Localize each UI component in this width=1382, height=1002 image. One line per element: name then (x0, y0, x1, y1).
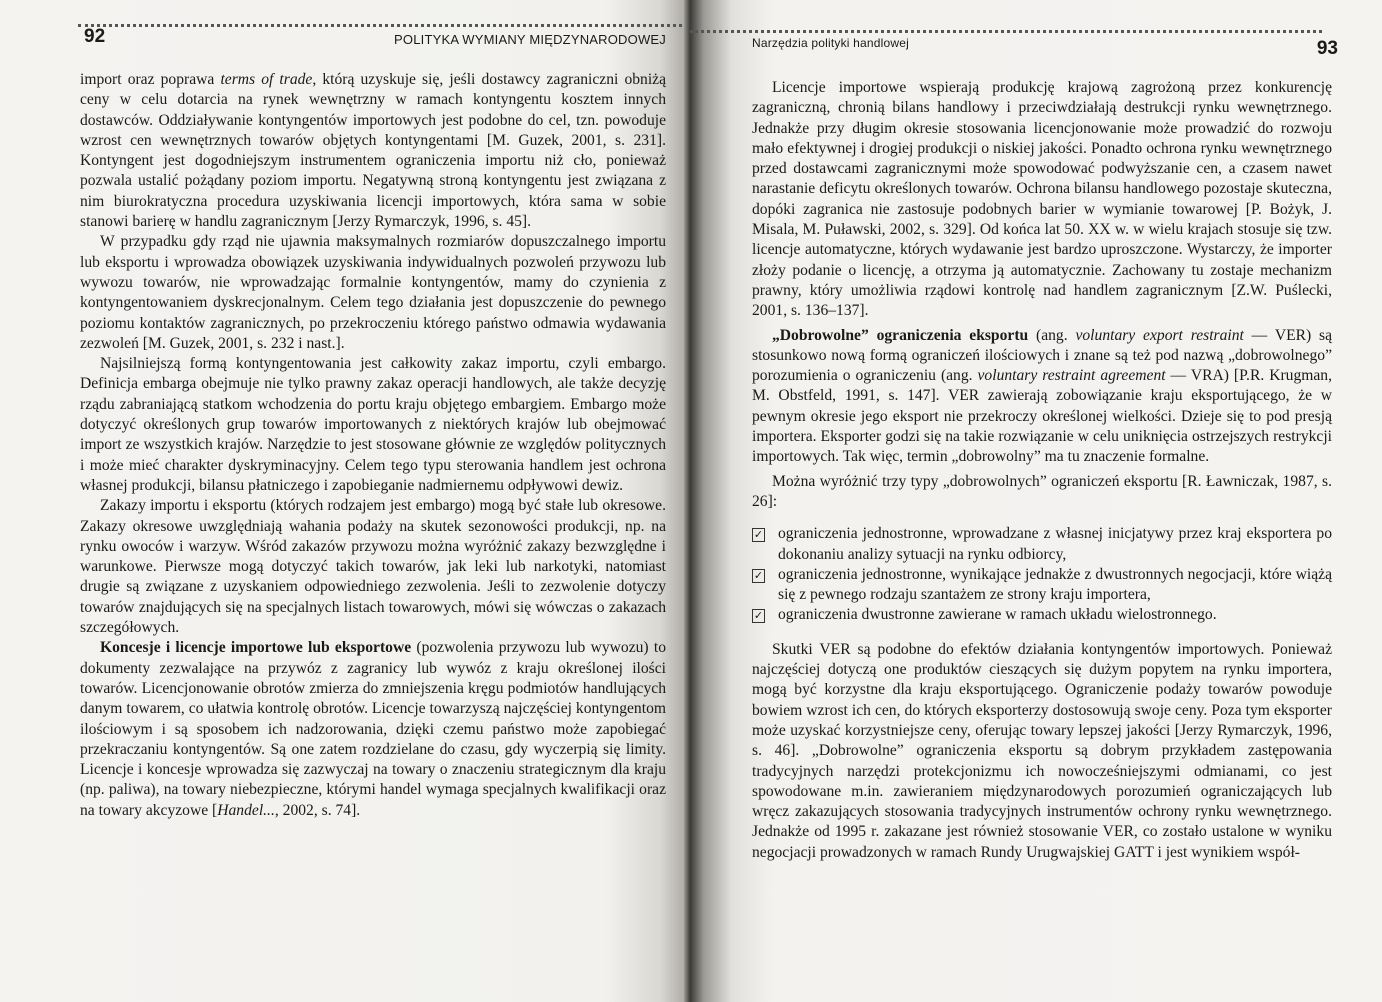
list-item-text: ograniczenia jednostronne, wprowadzane z własnej inicjatywy przez kraj eksportera po dokonaniu analizy sytuacji na rynku odbiorcy, (778, 525, 1332, 563)
header-dotted-rule (78, 24, 688, 27)
page-number: 93 (1316, 38, 1338, 59)
list-item (752, 565, 1332, 606)
paragraph: W przypadku gdy rząd nie ujawnia maksymalnych rozmiarów dopuszczalnego importu lub eksportu i wprowadza obowiązek uzyskiwania indywidualnych pozwoleń przywozu lub wywozu towarów, nie wprowadzając formalnie kontyngentów, mamy do czynienia z kontyngentowaniem dyskrecjonalnym. Celem tego działania jest dopuszczenie do pewnego poziomu kontaktów zagranicznych, po przekroczeniu którego państwo odmawia wydawania zezwoleń [M. Guzek, 2001, s. 232 i nast.]. (80, 233, 666, 352)
page-number: 92 (84, 26, 106, 47)
paragraph: Zakazy importu i eksportu (których rodzajem jest embargo) mogą być stałe lub okresowe. Zakazy okresowe uwzględniają wahania podaży na skutek sezonowości produkcji, np. na rynku owoców i warzyw. Wśród zakazów przywozu można wyróżnić zakazy bezwzględne i warunkowe. Pierwsze mogą dotyczyć takich towarów, jak leki lub narkotyki, natomiast drugie są związane z uzyskaniem odpowiedniego zezwolenia. Jeśli to zezwolenie dotyczy towarów znajdujących się na specjalnych listach towarowych, mówi się wówczas o zakazach szczegółowych. (80, 497, 666, 637)
left-page (0, 0, 688, 1002)
running-title: Narzędzia polityki handlowej (752, 36, 910, 50)
left-page-header (84, 26, 666, 62)
running-title: POLITYKA WYMIANY MIĘDZYNARODOWEJ (394, 32, 666, 47)
paragraph: Można wyróżnić trzy typy „dobrowolnych” ograniczeń eksportu [R. Ławniczak, 1987, s. 26]: (752, 472, 1332, 510)
checkbox-bullet-icon: ✓ (753, 609, 764, 623)
paragraph: Licencje importowe wspierają produkcję krajową zagrożoną przez konkurencję zagraniczną, chronią bilans handlowy i przeciwdziałają destrukcji rynku wewnętrznego. Jednakże przy długim okresie stosowania licencjonowanie może prowadzić do rozwoju mało efektywnej i drogiej produkcji o niskiej jakości. Ponadto ochrona rynku wewnętrznego przed dostawcami zagranicznymi może spowodować podwyższanie cen, a czasem nawet narastanie deficytu określonych towarów. Ochrona bilansu handlowego pozostaje skuteczna, dopóki zagranica nie zastosuje podobnych barier w wymianie towarowej [P. Bożyk, J. Misala, M. Puławski, 2002, s. 329]. Od końca lat 50. XX w. w wielu krajach stosuje się tzw. licencje automatyczne, których wydawanie jest bardzo uproszczone. Wystarczy, że importer złoży podanie o licencję, a otrzyma ją automatycznie. Zachowany tu zostaje mechanizm prawny, który umożliwia rządowi kontrolę nad handlem zagranicznym [Z.W. Puślecki, 2001, s. 136–137]. (752, 79, 1332, 320)
right-page (690, 0, 1382, 1002)
paragraph: „Dobrowolne” ograniczenia eksportu (ang. voluntary export restraint — VER) są stosunkowo nową formą ograniczeń ilościowych i znane są też pod nazwą „dobrowolnego” porozumienia o ograniczeniu (ang. voluntary restraint agreement — VRA) [P.R. Krugman, M. Obstfeld, 1991, s. 147]. VER zawierają zobowiązanie kraju eksportującego, że w pewnym okresie jego eksport nie przekroczy określonej wielkości. Dzieje się to pod presją importera. Eksporter godzi się na takie rozwiązanie w celu uniknięcia ostrzejszych restrykcji importowych. Tak więc, termin „dobrowolny” ma tu znaczenie formalne. (752, 326, 1333, 466)
list-item-text: ograniczenia dwustronne zawierane w ramach układu wielostronnego. (778, 606, 1217, 624)
header-dotted-rule (690, 30, 1322, 33)
right-page-body (752, 78, 1332, 863)
paragraph: Koncesje i licencje importowe lub eksportowe (pozwolenia przywozu lub wywozu) to dokumenty zezwalające na przywóz z zagranicy lub wywóz z kraju określonej ilości towarów. Licencjonowanie obrotów zmierza do zmniejszenia kręgu podmiotów handlujących danym towarem, co ułatwia kontrolę obrotów. Licencje towarzyszą najczęściej kontyngentom ilościowym i są sposobem ich nadzorowania, dzięki czemu państwo może zapobiegać przekraczaniu kontyngentów. Są one zatem rozdzielane do czasu, gdy wyczerpią się limity. Licencje i koncesje wprowadza się zazwyczaj na towary o znaczeniu strategicznym dla kraju (np. paliwa), na towary niebezpieczne, którymi handel wymaga specjalnych kwalifikacji oraz na towary akcyzowe [Handel..., 2002, s. 74]. (80, 639, 666, 819)
paragraph: Skutki VER są podobne do efektów działania kontyngentów importowych. Ponieważ najczęściej dotyczą one produktów cieszących się dużym popytem na rynku importera, mogą być korzystne dla kraju eksportującego. Ograniczenie podaży towarów powoduje bowiem wzrost ich cen, do których eksporterzy dostosowują swoje ceny. Poza tym eksporter może uzyskać korzystniejsze ceny, oferując towary lepszej jakości [Jerzy Rymarczyk, 1996, s. 46]. „Dobrowolne” ograniczenia eksportu są dobrym przykładem zastępowania tradycyjnych narzędzi protekcjonizmu ich nowocześniejszymi odmianami, co jest spowodowane m.in. zawieraniem międzynarodowych porozumień ograniczających lub wręcz zakazujących stosowania tradycyjnych instrumentów ochrony rynku wewnętrznego. Jednakże od 1995 r. zakazane jest również stosowanie VER, co zostało ustalone w wyniku negocjacji prowadzonych w ramach Rundy Urugwajskiej GATT i jest wynikiem współ- (752, 640, 1332, 861)
list-item (752, 524, 1332, 565)
checkbox-bullet-icon: ✓ (753, 528, 764, 542)
checkbox-bullet-icon: ✓ (753, 568, 764, 582)
left-page-body (80, 70, 666, 821)
bullet-list (752, 524, 1332, 625)
list-item (752, 605, 1332, 625)
paragraph: import oraz poprawa terms of trade, którą uzyskuje się, jeśli dostawcy zagraniczni obniżą ceny w celu dotarcia na rynek wewnętrzny w ramach kontyngentu kosztem innych dostawców. Oddziaływanie kontyngentów importowych jest podobne do cel, tzn. powoduje wzrost cen wewnętrznych towarów objętych kontyngentami [M. Guzek, 2001, s. 231]. Kontyngent jest dogodniejszym instrumentem ograniczenia importu niż cło, ponieważ pozwala ustalić pożądany poziom importu. Negatywną stroną kontyngentu jest związana z nim biurokratyczna procedura uzyskiwania licencji importowych, która sama w sobie stanowi barierę w handlu zagranicznym [Jerzy Rymarczyk, 1996, s. 45]. (80, 71, 667, 231)
list-item-text: ograniczenia jednostronne, wynikające jednakże z dwustronnych negocjacji, które wiążą się z pewnego rodzaju szantażem ze strony kraju importera, (778, 565, 1332, 604)
paragraph: Najsilniejszą formą kontyngentowania jest całkowity zakaz importu, czyli embargo. Definicja embarga obejmuje nie tylko prawny zakaz operacji handlowych, ale także decyzję rządu zabraniającą statkom wchodzenia do portu kraju objętego embargiem. Embargo może dotyczyć określonych grup towarów importowanych z niektórych krajów lub obejmować import ze wszystkich krajów. Narzędzie to jest stosowane głównie ze względów politycznych i może mieć charakter dyskryminacyjny. Celem tego typu sterowania handlem jest ochrona własnej produkcji, bilansu płatniczego i zapobieganie nadmiernemu odpływowi dewiz. (80, 355, 666, 494)
